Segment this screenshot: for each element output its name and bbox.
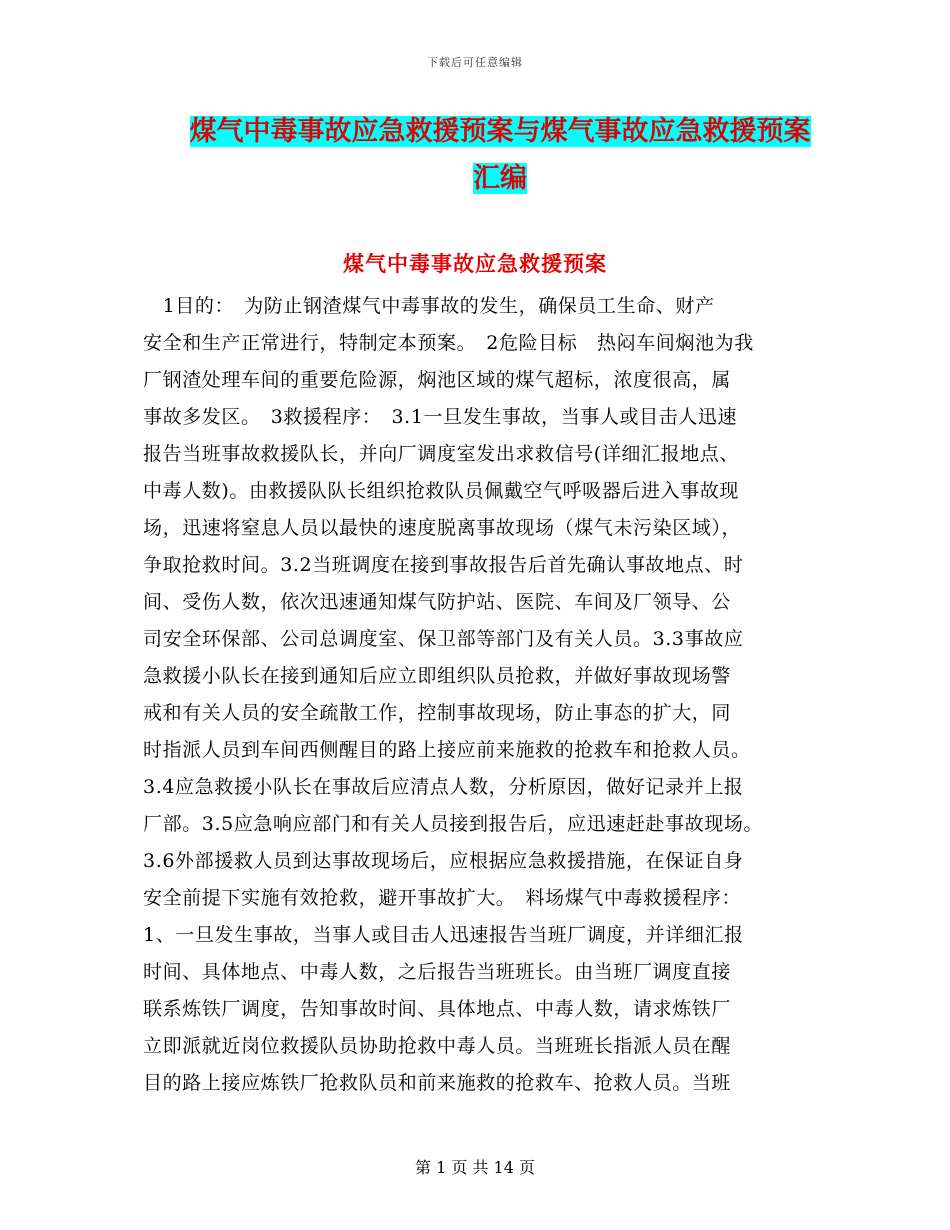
- document-title: [130, 108, 870, 202]
- body-line: 厂钢渣处理车间的重要危险源，焖池区域的煤气超标，浓度很高，属: [143, 369, 732, 391]
- body-line: 急救援小队长在接到通知后应立即组织队员抢救，并做好事故现场警: [143, 665, 732, 687]
- body-line: 时指派人员到车间西侧醒目的路上接应前来施救的抢救车和抢救人员。: [143, 739, 751, 761]
- body-line: 报告当班事故救援队长，并向厂调度室发出求救信号(详细汇报地点、: [143, 443, 740, 465]
- body-line: 安全和生产正常进行，特制定本预案。 2危险目标 热闷车间焖池为我: [143, 332, 754, 354]
- body-line: 时间、具体地点、中毒人数，之后报告当班班长。由当班厂调度直接: [143, 961, 732, 983]
- body-line: 1目的： 为防止钢渣煤气中毒事故的发生，确保员工生命、财产: [143, 295, 715, 317]
- body-line: 争取抢救时间。3.2当班调度在接到事故报告后首先确认事故地点、时: [143, 554, 744, 576]
- body-line: 安全前提下实施有效抢救，避开事故扩大。 料场煤气中毒救援程序：: [143, 887, 742, 909]
- body-line: 1、一旦发生事故，当事人或目击人迅速报告当班厂调度，并详细汇报: [143, 924, 744, 946]
- body-line: 3.4应急救援小队长在事故后应清点人数，分析原因，做好记录并上报: [143, 776, 744, 798]
- body-line: 立即派就近岗位救援队员协助抢救中毒人员。当班班长指派人员在醒: [143, 1035, 732, 1057]
- body-line: 间、受伤人数，依次迅速通知煤气防护站、医院、车间及厂领导、公: [143, 591, 732, 613]
- section-title: 煤气中毒事故应急救援预案: [343, 252, 607, 276]
- body-line: 目的路上接应炼铁厂抢救队员和前来施救的抢救车、抢救人员。当班: [143, 1072, 732, 1094]
- document-title-line-1: 煤气中毒事故应急救援预案与煤气事故应急救援预案: [189, 116, 811, 147]
- body-line: 3.6外部援救人员到达事故现场后，应根据应急救援措施，在保证自身: [143, 850, 744, 872]
- body-line: 厂部。3.5应急响应部门和有关人员接到报告后，应迅速赶赴事故现场。: [143, 813, 764, 835]
- body-line: 场，迅速将窒息人员以最快的速度脱离事故现场（煤气未污染区域），: [143, 517, 742, 539]
- body-text: [143, 288, 813, 1102]
- body-line: 中毒人数)。由救援队队长组织抢救队员佩戴空气呼吸器后进入事故现: [143, 480, 740, 502]
- page-footer: 第 1 页 共 14 页: [415, 1158, 535, 1177]
- body-line: 事故多发区。 3救援程序： 3.1一旦发生事故，当事人或目击人迅速: [143, 406, 738, 428]
- body-line: 戒和有关人员的安全疏散工作，控制事故现场，防止事态的扩大，同: [143, 702, 732, 724]
- body-line: 司安全环保部、公司总调度室、保卫部等部门及有关人员。3.3事故应: [143, 628, 744, 650]
- document-title-line-2: 汇编: [473, 163, 527, 194]
- body-line: 联系炼铁厂调度，告知事故时间、具体地点、中毒人数，请求炼铁厂: [143, 998, 732, 1020]
- header-note: 下载后可任意编辑: [427, 56, 523, 69]
